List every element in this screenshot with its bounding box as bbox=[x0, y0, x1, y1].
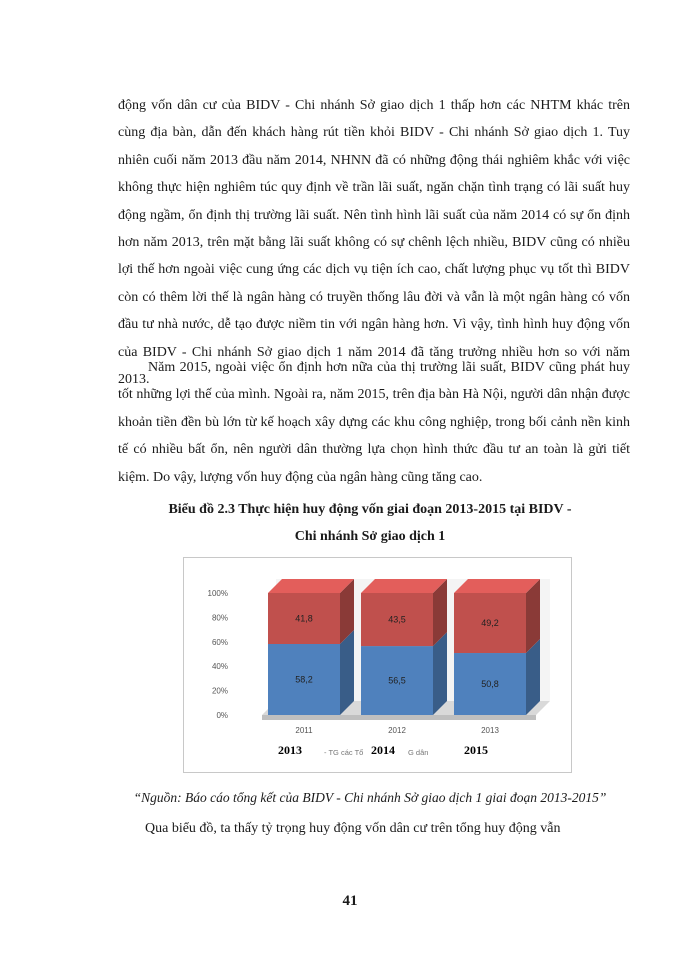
data-label: 50,8 bbox=[481, 679, 499, 690]
source-note: “Nguồn: Báo cáo tổng kết của BIDV - Chi nhánh Sở giao dịch 1 giai đoạn 2013-2015” bbox=[133, 790, 607, 805]
page-number: 41 bbox=[342, 893, 358, 909]
bar-segment-side bbox=[433, 632, 447, 715]
year-label: 2014 bbox=[371, 743, 395, 757]
bar-top bbox=[361, 579, 447, 593]
y-tick-label: 0% bbox=[216, 711, 228, 720]
bar-top bbox=[268, 579, 354, 593]
chart-caption-line-1: Biểu đồ 2.3 Thực hiện huy động vốn giai đoạn 2013-2015 tại BIDV - bbox=[168, 502, 572, 517]
year-label: 2015 bbox=[464, 743, 488, 757]
y-tick-label: 80% bbox=[211, 613, 228, 623]
bar-top bbox=[454, 579, 540, 593]
x-tick-label: 2013 bbox=[481, 726, 499, 735]
chart-floor-edge bbox=[262, 715, 536, 720]
stacked-bar-chart bbox=[184, 558, 571, 772]
body-paragraph-1: động vốn dân cư của BIDV - Chi nhánh Sở giao dịch 1 thấp hơn các NHTM khác trên cùng địa bàn, dẫn đến khách hàng rút tiền khỏi BIDV - Chi nhánh Sở giao dịch 1. Tuy nhiên cuối năm 2013 đầu năm 2014, NHNN đã có những động thái nghiêm khắc với việc không thực hiện nghiêm túc quy định về trần lãi suất, ngăn chặn tình trạng có lãi suất huy động ngầm, ổn định thị trường lãi suất. Nên tình hình lãi suất của năm 2014 có sự ổn định hơn năm 2013, trên mặt bằng lãi suất không có sự chênh lệch nhiều, BIDV cũng có nhiều lợi thế hơn ngoài việc cung ứng các dịch vụ tiện ích cao, chất lượng phục vụ tốt thì BIDV còn có thêm lời thế là ngân hàng có truyền thống lâu đời và vẫn là một ngân hàng có vốn đầu tư nhà nước, dễ tạo được niềm tin với ngân hàng hơn. Vì vậy, tình hình huy động vốn của BIDV - Chi nhánh Sở giao dịch 1 năm 2014 đã tăng trưởng nhiều hơn so với năm 2013. bbox=[118, 98, 630, 388]
x-tick-label: 2011 bbox=[295, 726, 313, 735]
y-tick-label: 60% bbox=[211, 637, 228, 647]
body-paragraph-2: Năm 2015, ngoài việc ổn định hơn nữa của thị trường lãi suất, BIDV cũng phát huy tốt những lợi thế của mình. Ngoài ra, năm 2015, trên địa bàn Hà Nội, người dân nhận được khoản tiền đền bù lớn từ kế hoạch xây dựng các khu công nghiệp, trong bối cảnh nền kinh tế có nhiều bất ổn, nên người dân thường lựa chọn hình thức đầu tư an toàn là gửi tiết kiệm. Do vậy, lượng vốn huy động của ngân hàng cũng tăng cao. bbox=[118, 360, 630, 485]
legend-entry: G dân bbox=[408, 748, 429, 757]
data-label: 58,2 bbox=[295, 674, 313, 685]
y-tick-label: 40% bbox=[211, 662, 228, 672]
chart-frame bbox=[183, 557, 572, 773]
legend-entry: - TG các Tổ bbox=[324, 748, 364, 757]
data-label: 43,5 bbox=[388, 614, 406, 625]
data-label: 49,2 bbox=[481, 618, 499, 629]
data-label: 56,5 bbox=[388, 675, 406, 686]
y-tick-label: 100% bbox=[207, 589, 228, 598]
year-label: 2013 bbox=[278, 743, 302, 757]
x-tick-label: 2012 bbox=[388, 726, 406, 735]
y-tick-label: 20% bbox=[211, 686, 228, 696]
body-paragraph-3: Qua biểu đồ, ta thấy tỷ trọng huy động vốn dân cư trên tổng huy động vẫn bbox=[145, 821, 561, 836]
bar-segment-side bbox=[340, 630, 354, 715]
data-label: 41,8 bbox=[295, 613, 313, 624]
chart-caption-line-2: Chi nhánh Sở giao dịch 1 bbox=[294, 529, 446, 544]
